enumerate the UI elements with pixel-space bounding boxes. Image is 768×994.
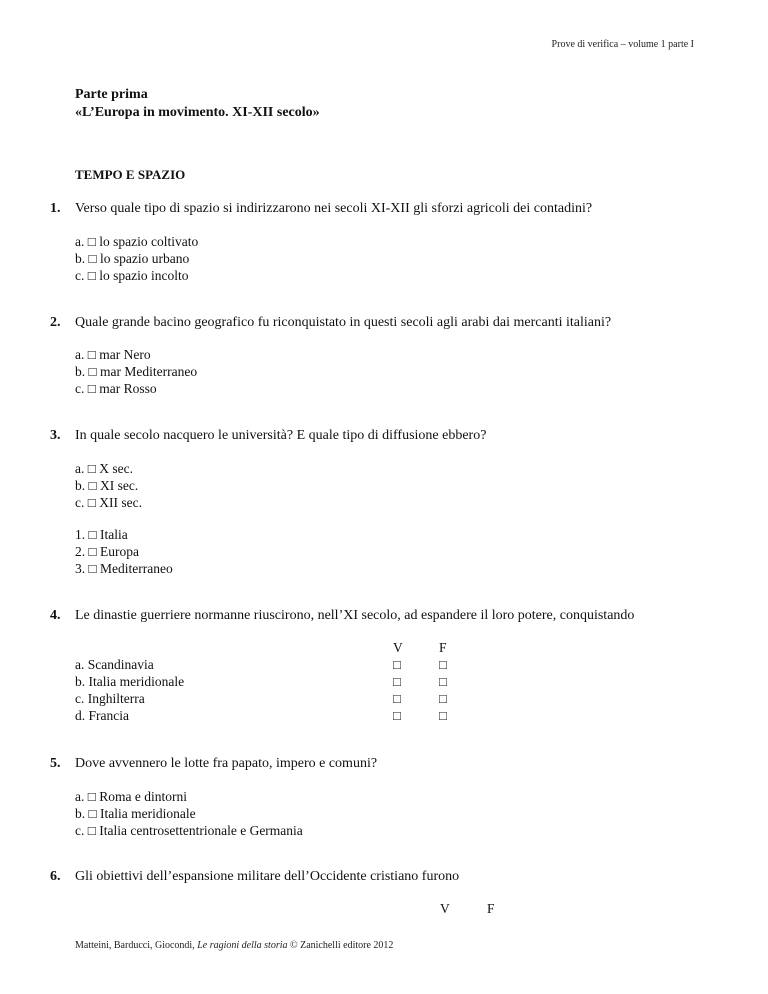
option-item[interactable]: a. □ mar Nero	[75, 347, 151, 362]
true-column-header: V	[440, 901, 450, 916]
tf-items	[75, 656, 184, 724]
false-checkbox[interactable]: □	[439, 691, 447, 706]
tf-item-label: a. Scandinavia	[75, 657, 154, 672]
question-text: Verso quale tipo di spazio si indirizzarono nei secoli XI-XII gli sforzi agricoli dei contadini?	[75, 201, 593, 216]
page-footer	[75, 940, 393, 951]
question-number: 4.	[50, 608, 61, 623]
part-title-line2: «L’Europa in movimento. XI-XII secolo»	[75, 105, 320, 120]
question-text: Le dinastie guerriere normanne riuscirono, nell’XI secolo, ad espandere il loro potere, conquistando	[75, 608, 635, 623]
question-number: 2.	[50, 315, 61, 330]
false-column-header: F	[487, 901, 495, 916]
question-number: 6.	[50, 869, 61, 884]
answer-options	[75, 233, 198, 284]
true-checkbox[interactable]: □	[393, 674, 401, 689]
tf-item-label: c. Inghilterra	[75, 691, 145, 706]
tf-item-label: d. Francia	[75, 708, 129, 723]
question-number: 5.	[50, 756, 61, 771]
footer-book-title: Le ragioni della storia	[197, 940, 288, 951]
option-item[interactable]: b. □ mar Mediterraneo	[75, 364, 198, 379]
page-header: Prove di verifica – volume 1 parte I	[551, 39, 694, 50]
tf-item-label: b. Italia meridionale	[75, 674, 185, 689]
answer-options	[75, 788, 303, 839]
option-item[interactable]: b. □ Italia meridionale	[75, 806, 196, 821]
option-item[interactable]: b. □ XI sec.	[75, 478, 139, 493]
option-item[interactable]: 3. □ Mediterraneo	[75, 561, 173, 576]
true-checkbox-column	[393, 656, 401, 724]
option-item[interactable]: a. □ X sec.	[75, 461, 134, 476]
option-item[interactable]: 1. □ Italia	[75, 527, 128, 542]
answer-options	[75, 460, 142, 511]
false-checkbox[interactable]: □	[439, 657, 447, 672]
option-item[interactable]: c. □ lo spazio incolto	[75, 268, 189, 283]
footer-publisher: © Zanichelli editore 2012	[287, 940, 394, 951]
question-text: In quale secolo nacquero le università? E quale tipo di diffusione ebbero?	[75, 428, 487, 443]
option-item[interactable]: c. □ mar Rosso	[75, 381, 157, 396]
question-text: Gli obiettivi dell’espansione militare dell’Occidente cristiano furono	[75, 869, 460, 884]
footer-authors: Matteini, Barducci, Giocondi,	[75, 940, 198, 951]
true-column-header: V	[393, 640, 403, 655]
question-number: 1.	[50, 201, 61, 216]
option-item[interactable]: b. □ lo spazio urbano	[75, 251, 190, 266]
option-item[interactable]: c. □ XII sec.	[75, 495, 142, 510]
false-column-header: F	[439, 640, 447, 655]
false-checkbox-column	[439, 656, 447, 724]
question-number: 3.	[50, 428, 61, 443]
true-checkbox[interactable]: □	[393, 691, 401, 706]
false-checkbox[interactable]: □	[439, 708, 447, 723]
false-checkbox[interactable]: □	[439, 674, 447, 689]
true-checkbox[interactable]: □	[393, 657, 401, 672]
question-text: Quale grande bacino geografico fu riconquistato in questi secoli agli arabi dai mercanti italiani?	[75, 315, 612, 330]
question-text: Dove avvennero le lotte fra papato, impero e comuni?	[75, 756, 378, 771]
option-item[interactable]: a. □ Roma e dintorni	[75, 789, 188, 804]
answer-options-secondary	[75, 526, 173, 577]
part-title-line1: Parte prima	[75, 87, 148, 102]
option-item[interactable]: c. □ Italia centrosettentrionale e Germania	[75, 823, 303, 838]
true-checkbox[interactable]: □	[393, 708, 401, 723]
option-item[interactable]: a. □ lo spazio coltivato	[75, 234, 199, 249]
part-title	[75, 86, 320, 122]
answer-options	[75, 346, 197, 397]
section-title: TEMPO E SPAZIO	[75, 167, 186, 182]
option-item[interactable]: 2. □ Europa	[75, 544, 140, 559]
